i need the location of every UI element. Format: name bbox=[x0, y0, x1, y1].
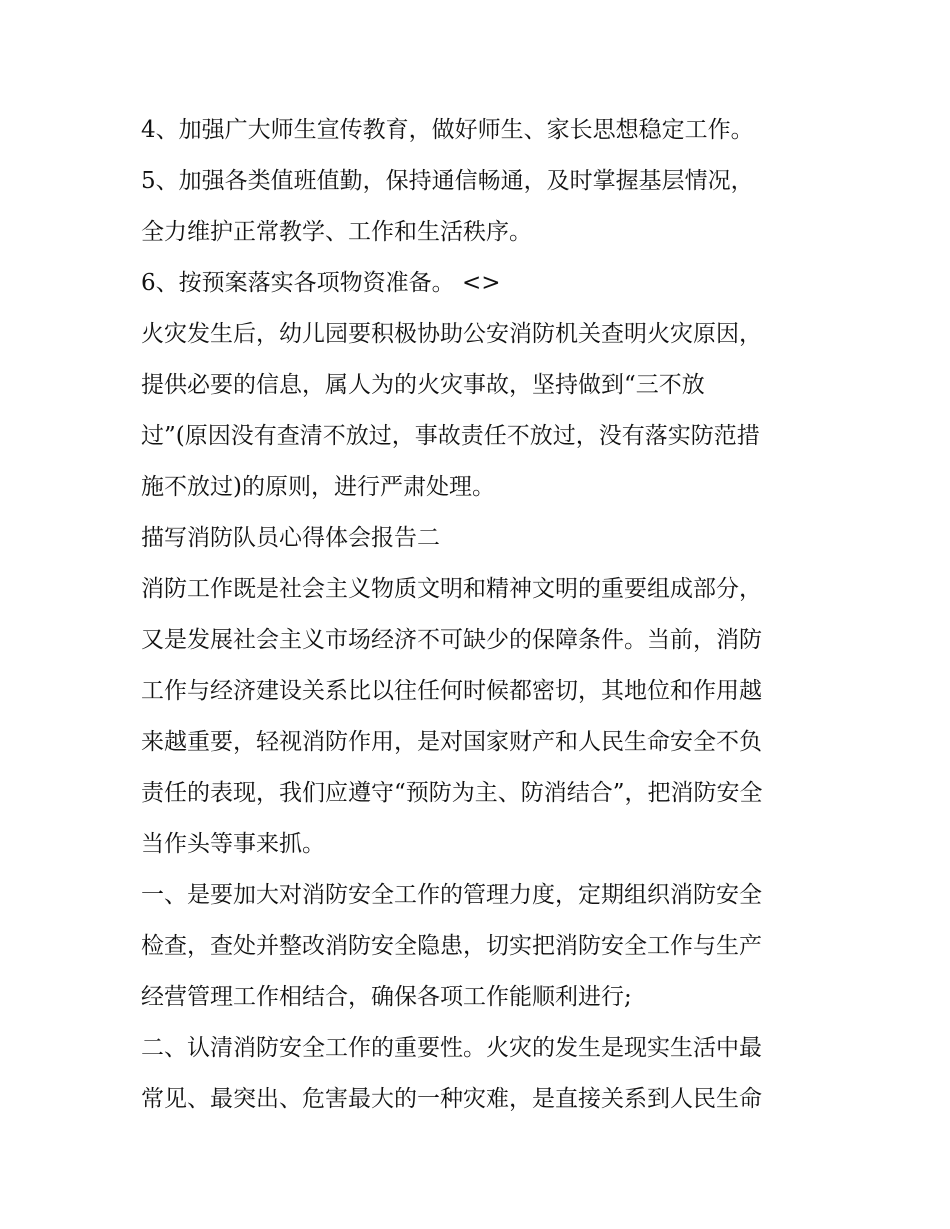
text-line: 全力维护正常教学、工作和生活秩序。 bbox=[141, 219, 532, 245]
text-line: 6、按预案落实各项物资准备。 <> bbox=[141, 270, 501, 296]
text-line: 5、加强各类值班值勤，保持通信畅通，及时掌握基层情况， bbox=[141, 168, 754, 194]
document-body bbox=[141, 109, 821, 1129]
text-line: 二、认清消防安全工作的重要性。火灾的发生是现实生活中最 bbox=[141, 1035, 762, 1061]
section-heading: 描写消防队员心得体会报告二 bbox=[141, 525, 440, 551]
text-line: 提供必要的信息，属人为的火灾事故，坚持做到“三不放 bbox=[141, 372, 705, 398]
text-line: 工作与经济建设关系比以往任何时候都密切，其地位和作用越 bbox=[141, 678, 762, 704]
text-line: 火灾发生后，幼儿园要积极协助公安消防机关查明火灾原因， bbox=[141, 321, 762, 347]
text-line: 当作头等事来抓。 bbox=[141, 831, 325, 857]
text-line: 常见、最突出、危害最大的一种灾难，是直接关系到人民生命 bbox=[141, 1086, 762, 1112]
text-line: 经营管理工作相结合，确保各项工作能顺利进行; bbox=[141, 984, 632, 1010]
text-line: 检查，查处并整改消防安全隐患，切实把消防安全工作与生产 bbox=[141, 933, 762, 959]
text-line: 一、是要加大对消防安全工作的管理力度，定期组织消防安全 bbox=[141, 882, 762, 908]
text-line: 4、加强广大师生宣传教育，做好师生、家长思想稳定工作。 bbox=[141, 117, 754, 143]
text-line: 消防工作既是社会主义物质文明和精神文明的重要组成部分， bbox=[141, 576, 762, 602]
text-line: 施不放过)的原则，进行严肃处理。 bbox=[141, 474, 495, 500]
text-line: 来越重要，轻视消防作用，是对国家财产和人民生命安全不负 bbox=[141, 729, 762, 755]
text-line: 又是发展社会主义市场经济不可缺少的保障条件。当前，消防 bbox=[141, 627, 762, 653]
text-line: 责任的表现，我们应遵守“预防为主、防消结合”，把消防安全 bbox=[141, 780, 763, 806]
text-line: 过”(原因没有查清不放过，事故责任不放过，没有落实防范措 bbox=[141, 423, 760, 449]
